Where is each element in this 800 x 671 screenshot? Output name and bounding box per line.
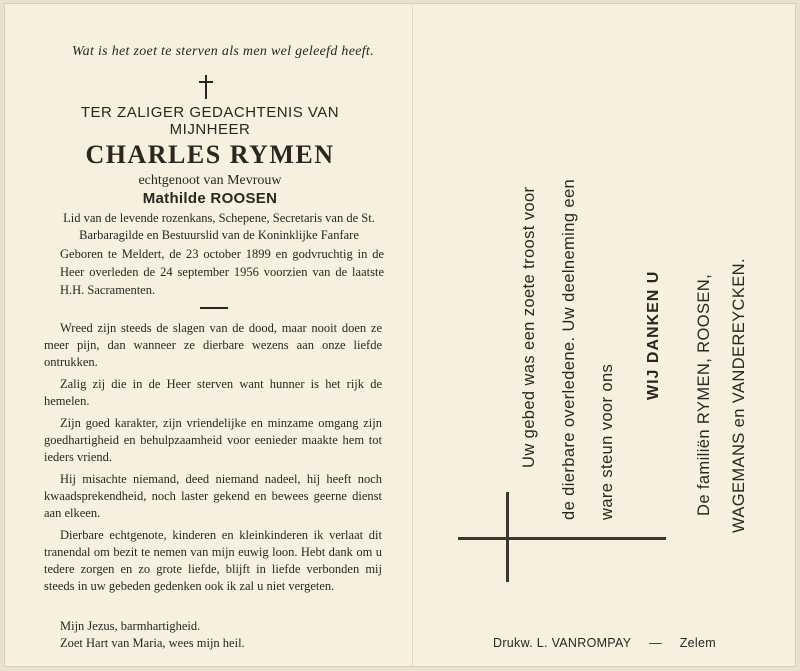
printer-city: Zelem [679, 636, 716, 650]
verse-paragraph: Wreed zijn steeds de slagen van de dood, maar nooit doen ze meer pijn, dan wanneer ze dierbare wezens aan onze liefde ontrukken. [44, 321, 382, 369]
verse-paragraph: Zijn goed karakter, zijn vriendelijke en minzame omgang zijn goedhartigheid en behulpzaamheid voor eenieder maakte hem tot ieders vriend. [44, 416, 382, 464]
verses [44, 320, 382, 600]
large-cross-bar [458, 537, 666, 540]
families-line-1: De familiën RYMEN, ROOSEN, [695, 273, 713, 516]
verse-paragraph: Dierbare echtgenote, kinderen en kleinkinderen ik verlaat dit tranendal om bezit te nemen van mijn euwig loon. Hebt dank om u tedere zorgen en zo grote liefde, blijft in liefde verbonden mij steeds in uw gebeden gedenken ook ik zal u niet vergeten. [44, 528, 382, 593]
prayer-line: Zoet Hart van Maria, wees mijn heil. [60, 636, 245, 650]
thanks-line-3: ware steun voor ons [598, 363, 616, 520]
verse-paragraph: Zalig zij die in de Heer sterven want hunner is het rijk de hemelen. [44, 377, 382, 408]
printer-dash: — [649, 636, 662, 650]
wij-danken-heading: WIJ DANKEN U [645, 270, 662, 400]
printer-name: Drukw. L. VANROMPAY [493, 636, 632, 650]
prayer-line: Mijn Jezus, barmhartigheid. [60, 619, 201, 633]
divider [200, 307, 228, 309]
spouse-name: Mathilde ROOSEN [142, 190, 278, 207]
verse-paragraph: Hij misachte niemand, deed niemand nadeel, hij heeft noch kwaadsprekendheid, noch laster gekend en bewees geerne dienst aan elkeen. [44, 472, 382, 520]
spouse-intro: echtgenoot van Mevrouw [138, 173, 282, 188]
thanks-line-2: de dierbare overledene. Uw deelneming een [560, 178, 578, 520]
card-fold-line [412, 3, 413, 667]
biography-text: Geboren te Meldert, de 23 october 1899 en godvruchtig in de Heer overleden de 24 september 1956 voorzien van de laatste H.H. Sacramenten. [60, 247, 384, 297]
closing-prayers [44, 618, 382, 652]
titles-text: Lid van de levende rozenkans, Schepene, Secretaris van de St. Barbaragilde en Bestuurslid van de Koninklijke Fanfare [63, 211, 375, 242]
cross-icon [197, 75, 215, 99]
families-line-2: WAGEMANS en VANDEREYCKEN. [730, 258, 748, 533]
deceased-name: CHARLES RYMEN [85, 140, 335, 169]
printer-credit [493, 636, 730, 650]
thanks-line-1: Uw gebed was een zoete troost voor [520, 186, 538, 468]
memorial-heading: TER ZALIGER GEDACHTENIS VAN [80, 104, 340, 121]
memorial-honorific: MIJNHEER [169, 121, 251, 138]
motto: Wat is het zoet te sterven als men wel geleefd heeft. [72, 44, 374, 59]
